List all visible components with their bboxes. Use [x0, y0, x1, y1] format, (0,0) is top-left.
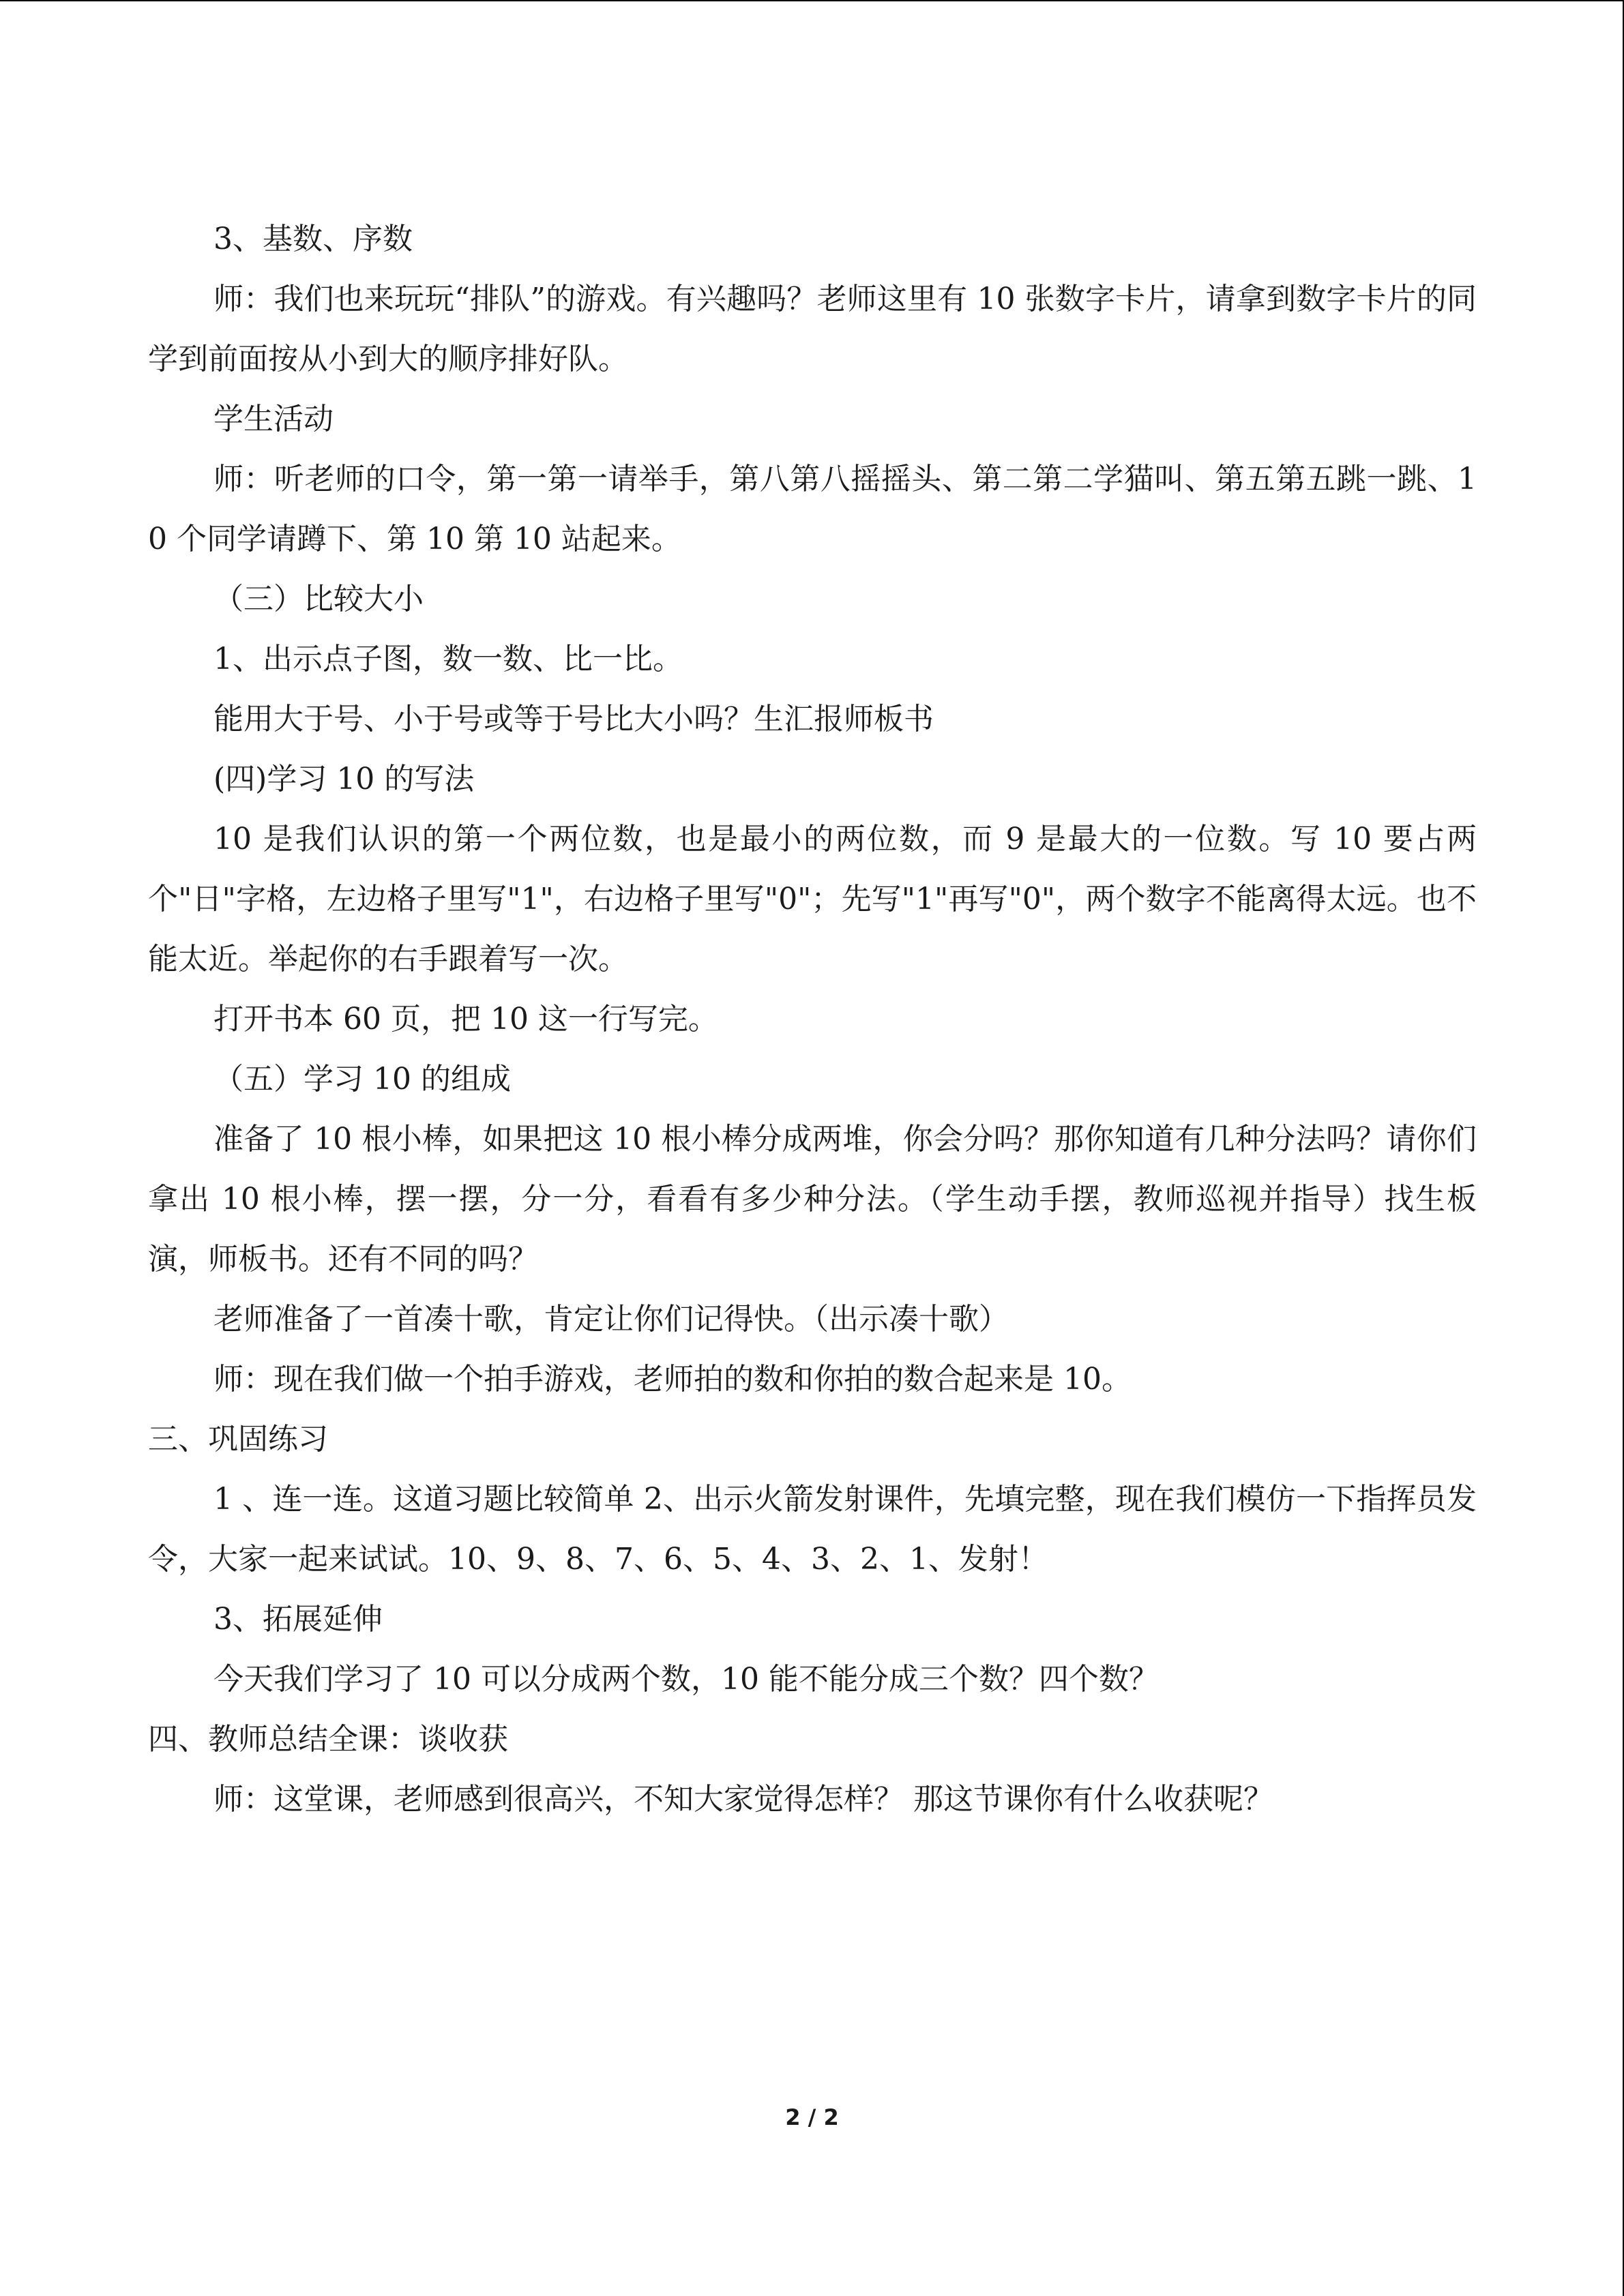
paragraph: 准备了 10 根小棒，如果把这 10 根小棒分成两堆，你会分吗？那你知道有几种分法吗？请你们拿出 10 根小棒，摆一摆，分一分，看看有多少种分法。（学生动手摆，教师巡视并指导）找生板演，师板书。还有不同的吗？: [148, 1122, 1477, 1277]
subsection-heading: （三）比较大小: [213, 582, 424, 616]
page-number: 2 / 2: [785, 2104, 839, 2130]
paragraph: 10 是我们认识的第一个两位数，也是最小的两位数，而 9 是最大的一位数。写 10 要占两个"日"字格，左边格子里写"1"，右边格子里写"0"；先写"1"再写"0"，两个数字不能离得太远。也不能太近。举起你的右手跟着写一次。: [148, 822, 1477, 976]
subsection-heading: （五）学习 10 的组成: [213, 1062, 511, 1097]
paragraph: 师：我们也来玩玩“排队”的游戏。有兴趣吗？老师这里有 10 张数字卡片，请拿到数字卡片的同学到前面按从小到大的顺序排好队。: [148, 282, 1477, 376]
subsection-heading: 3、拓展延伸: [213, 1602, 383, 1637]
paragraph: 能用大于号、小于号或等于号比大小吗？生汇报师板书: [213, 702, 934, 736]
section-heading: 四、教师总结全课：谈收获: [148, 1722, 508, 1757]
section-heading: 三、巩固练习: [148, 1422, 328, 1457]
paragraph: 打开书本 60 页，把 10 这一行写完。: [213, 1002, 718, 1037]
subsection-heading: 3、基数、序数: [213, 222, 413, 256]
paragraph: 师：现在我们做一个拍手游戏，老师拍的数和你拍的数合起来是 10。: [213, 1362, 1132, 1397]
paragraph: 老师准备了一首凑十歌，肯定让你们记得快。（出示凑十歌）: [213, 1302, 1009, 1337]
subsection-heading: 1、出示点子图，数一数、比一比。: [213, 642, 683, 676]
document-body: [148, 209, 1477, 1830]
paragraph: 1 、连一连。这道习题比较简单 2、出示火箭发射课件，先填完整，现在我们模仿一下指挥员发令，大家一起来试试。10、9、8、7、6、5、4、3、2、1、发射！: [148, 1482, 1477, 1577]
subsection-heading: 学生活动: [213, 402, 334, 436]
paragraph: 师：这堂课，老师感到很高兴，不知大家觉得怎样？ 那这节课你有什么收获呢？: [213, 1782, 1273, 1817]
paragraph: 师：听老师的口令，第一第一请举手，第八第八摇摇头、第二第二学猫叫、第五第五跳一跳、10 个同学请蹲下、第 10 第 10 站起来。: [148, 462, 1477, 556]
subsection-heading: (四)学习 10 的写法: [213, 762, 475, 796]
paragraph: 今天我们学习了 10 可以分成两个数，10 能不能分成三个数？四个数？: [213, 1662, 1159, 1697]
